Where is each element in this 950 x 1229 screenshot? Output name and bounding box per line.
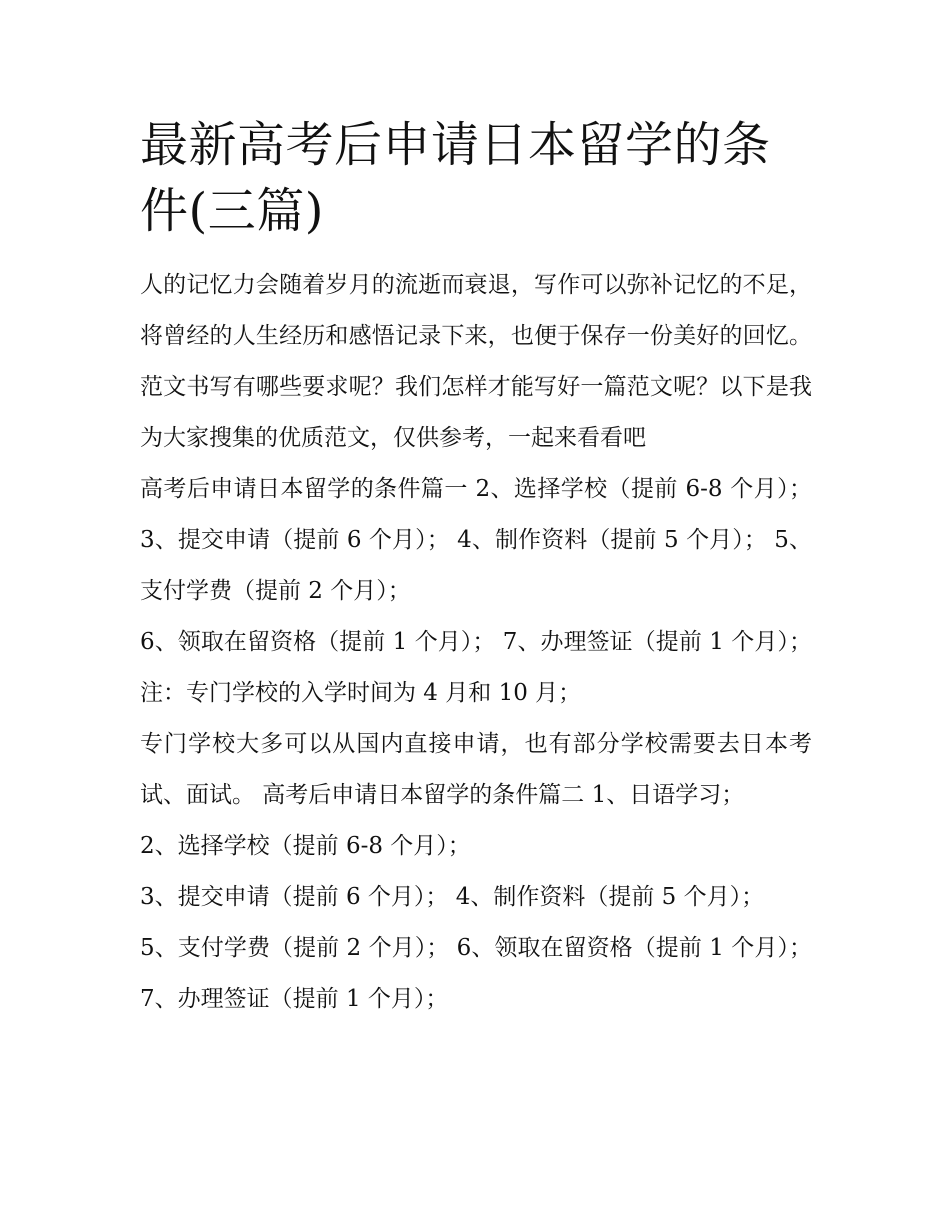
section-one-visa: 6、领取在留资格（提前 1 个月）； 7、办理签证（提前 1 个月）； 注：专门学校的入学时间为 4 月和 10 月； xyxy=(140,629,812,706)
section-two-step-apply: 3、提交申请（提前 6 个月）； 4、制作资料（提前 5 个月）； xyxy=(140,884,765,910)
section-two-step-school: 2、选择学校（提前 6-8 个月）； xyxy=(140,833,471,859)
section-one-steps: 高考后申请日本留学的条件篇一 2、选择学校（提前 6-8 个月）； 3、提交申请（提前 6 个月）； 4、制作资料（提前 5 个月）； 5、支付学费（提前 2 个月）； xyxy=(140,476,812,604)
document-title: 最新高考后申请日本留学的条件(三篇) xyxy=(140,117,771,239)
section-two-step-pay: 5、支付学费（提前 2 个月）； 6、领取在留资格（提前 1 个月）； 7、办理签证（提前 1 个月）； xyxy=(140,935,812,1012)
intro-paragraph: 人的记忆力会随着岁月的流逝而衰退，写作可以弥补记忆的不足，将曾经的人生经历和感悟记录下来，也便于保存一份美好的回忆。范文书写有哪些要求呢？我们怎样才能写好一篇范文呢？以下是我为大家搜集的优质范文，仅供参考，一起来看看吧 xyxy=(140,272,812,451)
document-page xyxy=(140,112,812,1025)
section-two-intro: 专门学校大多可以从国内直接申请，也有部分学校需要去日本考试、面试。 高考后申请日本留学的条件篇二 1、日语学习； xyxy=(140,731,812,808)
